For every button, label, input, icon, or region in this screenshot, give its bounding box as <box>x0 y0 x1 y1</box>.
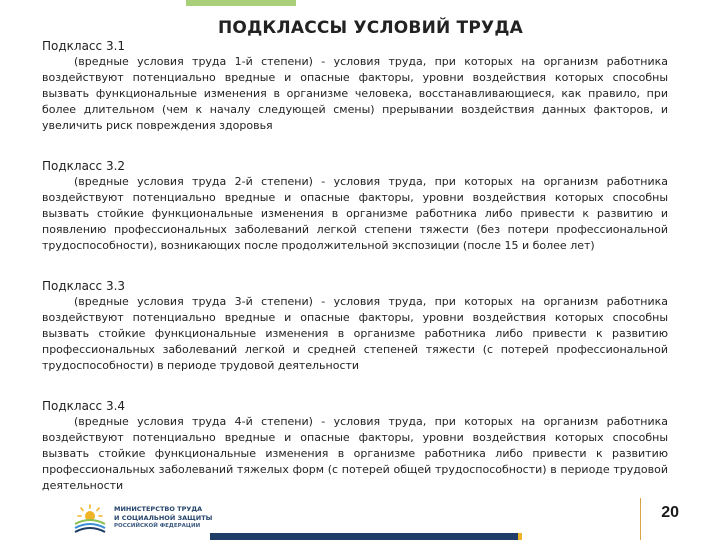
ministry-name-line: МИНИСТЕРСТВО ТРУДА <box>114 505 203 513</box>
page-number-box <box>640 498 685 540</box>
ministry-name <box>114 505 254 531</box>
top-accent-bar <box>186 0 296 6</box>
subclass-section-3-1 <box>42 38 668 134</box>
subclass-description: (вредные условия труда 3-й степени) - условия труда, при которых на организм работника воздействуют потенциально вредные и опасные факторы, уровни воздействия которых способны вызвать стойкие функциональные изменения в организме работника либо привести к развитию профессиональных заболеваний легкой и средней степеней тяжести (с потерей профессиональной трудоспособности) в периоде трудовой деятельности <box>42 295 668 372</box>
subclass-description: (вредные условия труда 2-й степени) - условия труда, при которых на организм работника воздействуют потенциально вредные и опасные факторы, уровни воздействия которых способны вызвать стойкие функциональные изменения в организме работника либо привести к развитию и появлению профессиональных заболеваний легкой степени тяжести (без потери профессиональной трудоспособности), возникающих после продолжительной экспозиции (после 15 и более лет) <box>42 175 668 252</box>
subclass-heading: Подкласс 3.2 <box>42 159 126 173</box>
subclass-section-3-4 <box>42 398 668 494</box>
ministry-name-line: И СОЦИАЛЬНОЙ ЗАЩИТЫ <box>114 513 213 522</box>
subclass-heading: Подкласс 3.4 <box>42 399 126 413</box>
subclass-description: (вредные условия труда 1-й степени) - условия труда, при которых на организм работника воздействуют потенциально вредные и опасные факторы, уровни воздействия которых способны вызвать функциональные изменения в организме человека, восстанавливающиеся, как правило, при более длительном (чем к началу следующей смены) прерывании воздействия данных факторов, и увеличить риск повреждения здоровья <box>42 55 668 132</box>
footer-bar <box>210 533 522 540</box>
subclass-heading: Подкласс 3.1 <box>42 39 126 53</box>
page-number: 20 <box>661 504 679 521</box>
document-body <box>42 38 668 494</box>
subclass-heading: Подкласс 3.3 <box>42 279 126 293</box>
subclass-description: (вредные условия труда 4-й степени) - условия труда, при которых на организм работника воздействуют потенциально вредные и опасные факторы, уровни воздействия которых способны вызвать стойкие функциональные изменения в организме работника либо привести к развитию профессиональных заболеваний тяжелых форм (с потерей общей трудоспособности) в периоде трудовой деятельности <box>42 415 668 492</box>
subclass-section-3-3 <box>42 278 668 374</box>
subclass-section-3-2 <box>42 158 668 254</box>
ministry-name-line: РОССИЙСКОЙ ФЕДЕРАЦИИ <box>114 523 201 529</box>
footer-accent <box>518 533 522 540</box>
page-title: ПОДКЛАССЫ УСЛОВИЙ ТРУДА <box>218 18 524 38</box>
ministry-sun-logo-icon <box>72 502 108 534</box>
